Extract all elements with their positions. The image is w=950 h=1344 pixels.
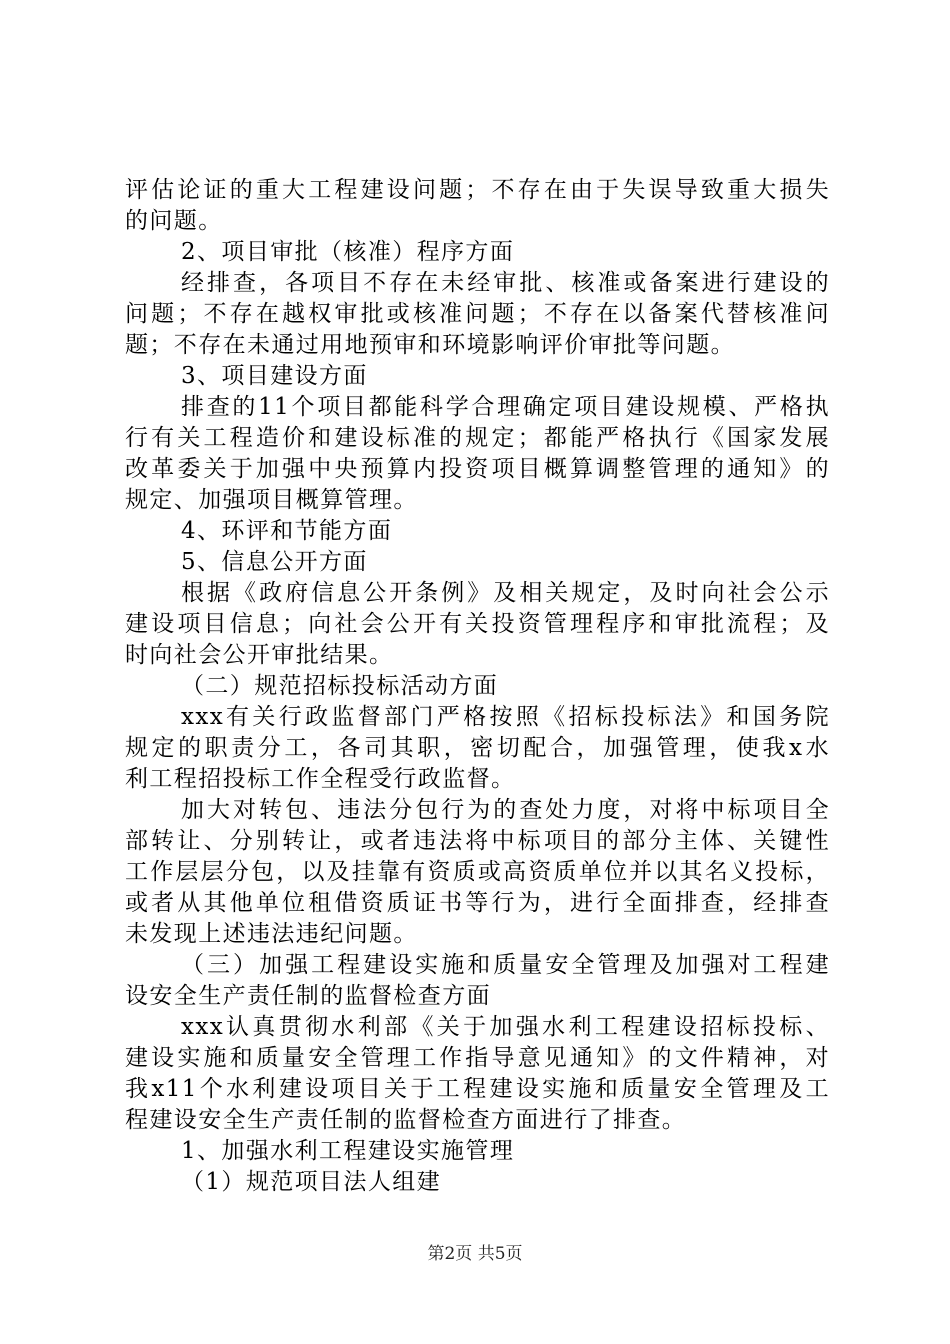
text-line: xxx有关行政监督部门严格按照《招标投标法》和国务院	[181, 704, 830, 730]
text-line: 1、加强水利工程建设实施管理	[181, 1138, 515, 1164]
text-line: 5、信息公开方面	[181, 549, 368, 575]
text-line: 经排查，各项目不存在未经审批、核准或备案进行建设的	[181, 270, 830, 296]
text-line: 工作层层分包，以及挂靠有资质或高资质单位并以其名义投标，	[125, 859, 830, 885]
text-line: 规定的职责分工，各司其职，密切配合，加强管理，使我x水	[125, 735, 830, 761]
text-line: 我x11个水利建设项目关于工程建设实施和质量安全管理及工	[125, 1076, 830, 1102]
text-line: 的问题。	[125, 208, 223, 234]
text-line: 程建设安全生产责任制的监督检查方面进行了排查。	[125, 1107, 687, 1133]
text-line: 行有关工程造价和建设标准的规定；都能严格执行《国家发展	[125, 425, 830, 451]
text-line: 根据《政府信息公开条例》及相关规定，及时向社会公示	[181, 580, 830, 606]
text-line: 3、项目建设方面	[181, 363, 368, 389]
text-line: 部转让、分别转让，或者违法将中标项目的部分主体、关键性	[125, 828, 830, 854]
text-line: 加大对转包、违法分包行为的查处力度，对将中标项目全	[181, 797, 830, 823]
text-line: 2、项目审批（核准）程序方面	[181, 239, 515, 265]
text-line: xxx认真贯彻水利部《关于加强水利工程建设招标投标、	[181, 1014, 830, 1040]
text-line: 建设实施和质量安全管理工作指导意见通知》的文件精神，对	[125, 1045, 830, 1071]
text-line: （二）规范招标投标活动方面	[181, 673, 499, 699]
text-line: 4、环评和节能方面	[181, 518, 393, 544]
text-line: 问题；不存在越权审批或核准问题；不存在以备案代替核准问	[125, 301, 830, 327]
text-line: （三）加强工程建设实施和质量安全管理及加强对工程建	[181, 952, 830, 978]
text-line: 或者从其他单位租借资质证书等行为，进行全面排查，经排查	[125, 890, 830, 916]
page-footer: 第2页 共5页	[427, 1244, 523, 1264]
document-body	[125, 175, 830, 1198]
text-line: 利工程招投标工作全程受行政监督。	[125, 766, 516, 792]
text-line: 设安全生产责任制的监督检查方面	[125, 983, 491, 1009]
text-line: 题；不存在未通过用地预审和环境影响评价审批等问题。	[125, 332, 735, 358]
text-line: 改革委关于加强中央预算内投资项目概算调整管理的通知》的	[125, 456, 830, 482]
text-line: 时向社会公开审批结果。	[125, 642, 394, 668]
text-line: 规定、加强项目概算管理。	[125, 487, 418, 513]
text-line: 建设项目信息；向社会公开有关投资管理程序和审批流程；及	[125, 611, 830, 637]
text-line: 排查的11个项目都能科学合理确定项目建设规模、严格执	[181, 394, 830, 420]
text-line: （1）规范项目法人组建	[181, 1169, 442, 1195]
text-line: 评估论证的重大工程建设问题；不存在由于失误导致重大损失	[125, 177, 830, 203]
text-line: 未发现上述违法违纪问题。	[125, 921, 418, 947]
